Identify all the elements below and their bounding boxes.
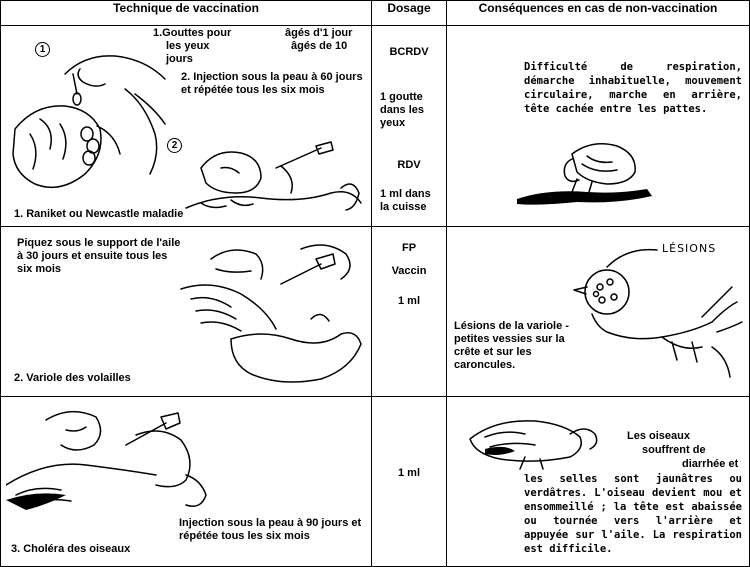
consequence-line-2: souffrent de [642, 444, 706, 456]
consequence-cell-3 [447, 397, 750, 567]
dosage-cell-2 [372, 227, 447, 397]
technique-line-1: 1.Gouttes pour [153, 27, 232, 39]
dosage-cell-1 [372, 26, 447, 227]
injection-text-1: 2. Injection sous la peau à 60 jours et répétée tous les six mois [181, 71, 363, 96]
technique-line-3: jours [166, 53, 193, 65]
consequence-line-1: Les oiseaux [627, 430, 690, 442]
header-technique: Technique de vaccination [1, 1, 372, 26]
consequence-cell-2 [447, 227, 750, 397]
consequence-text-2: Lésions de la variole - petites vessies sur la crête et sur les caroncules. [454, 320, 569, 371]
disease-name-3: 3. Choléra des oiseaux [11, 543, 131, 555]
row-newcastle [1, 26, 750, 227]
dosage-amount-2: 1 ml dans la cuisse [380, 188, 431, 213]
header-consequences: Conséquences en cas de non-vaccination [447, 1, 750, 26]
technique-text-3: Injection sous la peau à 90 jours et répétée tous les six mois [179, 517, 362, 542]
age-line-1: âgés d'1 jour [285, 27, 353, 39]
technique-line-2: les yeux [166, 40, 210, 52]
dosage-label-vaccine: Vaccin [391, 265, 427, 277]
lesions-label: LÉSIONS [662, 242, 717, 255]
dosage-amount-1: 1 goutte dans les yeux [380, 91, 425, 129]
cholera-bird-illustration [465, 409, 605, 471]
thigh-injection-illustration [181, 138, 366, 223]
disease-name-2: 2. Variole des volailles [14, 372, 131, 384]
header-dosage: Dosage [372, 1, 447, 26]
cholera-injection-illustration [6, 405, 216, 525]
disease-name-1: 1. Raniket ou Newcastle maladie [14, 208, 184, 220]
header-row [1, 1, 750, 26]
technique-cell-3 [1, 397, 372, 567]
age-line-2: âgés de 10 [291, 40, 348, 52]
dosage-amount-4: 1 ml [397, 467, 420, 479]
consequence-cell-1 [447, 26, 750, 227]
dosage-vaccine-code-3: FP [401, 242, 417, 254]
consequence-line-4: les selles sont jaunâtres ou verdâtres. L'oiseau devient mou et ensommeillé ; la tête est abaissée ou tournée vers l'arrière et appuyée sur l'aile. La respiration est difficile. [524, 473, 742, 555]
step-number-1: 1 [35, 42, 50, 57]
eye-drop-illustration [5, 34, 175, 199]
variole-bird-illustration [552, 242, 747, 392]
technique-cell-2 [1, 227, 372, 397]
dosage-amount-3: 1 ml [397, 295, 420, 307]
technique-cell-1 [1, 26, 372, 227]
consequence-line-3: diarrhée et [682, 458, 739, 470]
technique-text-2: Piquez sous le support de l'aile à 30 jours et ensuite tous les six mois [17, 237, 181, 275]
dosage-vaccine-code-1: BCRDV [389, 46, 429, 58]
dosage-vaccine-code-2: RDV [397, 159, 421, 171]
dosage-cell-3 [372, 397, 447, 567]
consequence-text-1: Difficulté de respiration, démarche inhabituelle, mouvement circulaire, marche en arrière, tête cachée entre les pattes. [524, 61, 742, 115]
wing-injection-illustration [171, 239, 366, 389]
row-cholera [1, 397, 750, 567]
row-variole [1, 227, 750, 397]
step-number-2: 2 [167, 138, 182, 153]
sick-bird-illustration [517, 134, 657, 214]
